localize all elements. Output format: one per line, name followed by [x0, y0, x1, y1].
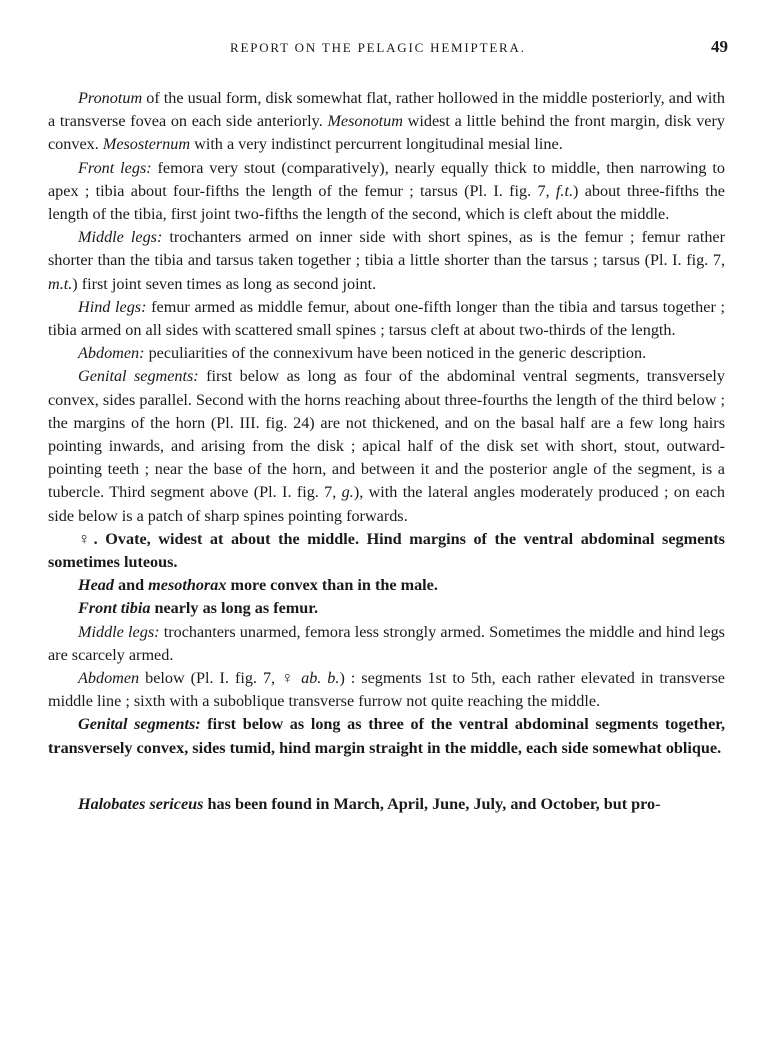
paragraph-halobates-sericeus	[48, 793, 725, 816]
figure-label: g.	[341, 483, 354, 502]
term-middle-legs: Middle legs:	[78, 622, 160, 641]
term-middle-legs: Middle legs:	[78, 228, 163, 247]
term-genital-segments: Genital segments:	[78, 715, 201, 734]
paragraph-female-abdomen	[48, 667, 725, 713]
term-mesothorax: mesothorax	[148, 576, 227, 595]
figure-label: ♀ ab. b.	[281, 669, 340, 688]
term-abdomen: Abdomen:	[78, 344, 145, 363]
paragraph-female-description	[48, 528, 725, 574]
paragraph-pronotum	[48, 87, 725, 157]
paragraph-text: first below as long as four of the abdominal ventral segments, transversely convex, sides parallel. Second with the horns reaching about three-fourths the length of the third below ; the margins of the horn (Pl. III. fig. 24) are not thickened, and on the basal half are a few long hairs pointing inwards, and arising from the disk ; apical half of the disk set with short, stout, outward-pointing teeth ; near the base of the horn, and between it and the posterior angle of the segment, is a tubercle. Third segment above (Pl. I. fig. 7,	[48, 367, 725, 502]
paragraph-text: more convex than in the male.	[226, 576, 438, 595]
term-mesosternum: Mesosternum	[102, 135, 191, 154]
paragraph-text: below (Pl. I. fig. 7,	[139, 669, 282, 688]
paragraph-genital-segments	[48, 365, 725, 527]
paragraph-text: peculiarities of the connexivum have been noticed in the generic description.	[144, 344, 647, 363]
paragraph-text: ), with the lateral angles moderately produced ; on each side below is a patch of sharp spines pointing forwards.	[48, 483, 725, 525]
term-genital-segments: Genital segments:	[78, 367, 199, 386]
paragraph-text: trochanters armed on inner side with short spines, as is the femur ; femur rather shorter than the tibia and tarsus taken together ; tibia a little shorter than the tarsus ; tarsus (Pl. I. fig. 7,	[48, 228, 725, 270]
paragraph-text: with a very indistinct percurrent longitudinal mesial line.	[190, 135, 563, 154]
paragraph-text: of the usual form, disk somewhat flat, rather hollowed in the middle posteriorly, and with a transverse fovea on each side anteriorly.	[48, 89, 725, 131]
paragraph-text: nearly as long as femur.	[150, 599, 318, 618]
paragraph-head	[48, 574, 725, 597]
term-pronotum: Pronotum	[78, 89, 143, 107]
term-mesonotum: Mesonotum	[327, 112, 403, 131]
term-abdomen: Abdomen	[78, 669, 140, 688]
figure-label: m.t.	[48, 274, 73, 293]
paragraph-text: has been found in March, April, June, July, and October, but pro-	[203, 794, 661, 813]
term-hind-legs: Hind legs:	[78, 297, 147, 316]
paragraph-text: first below as long as three of the ventral abdominal segments together, transversely convex, sides tumid, hind margin straight in the middle, each side somewhat oblique.	[48, 715, 725, 757]
paragraph-female-genital-segments	[48, 713, 725, 759]
term-halobates-sericeus: Halobates sericeus	[78, 794, 204, 813]
paragraph-text: widest a little behind the front margin, disk very convex.	[48, 112, 725, 154]
page-body	[48, 87, 725, 816]
paragraph-text: femur armed as middle femur, about one-fifth longer than the tibia and tarsus together ; tibia armed on all sides with scattered small spines ; tarsus cleft at about two-thirds of the length.	[48, 297, 725, 340]
paragraph-text: ♀. Ovate, widest at about the middle. Hind margins of the ventral abdominal segments sometimes luteous.	[48, 529, 725, 572]
page-number: 49	[711, 37, 728, 56]
paragraph-middle-legs	[48, 226, 725, 296]
term-front-legs: Front legs:	[78, 158, 152, 177]
term-front-tibia: Front tibia	[78, 599, 151, 618]
paragraph-abdomen	[48, 342, 725, 365]
paragraph-front-tibia	[48, 597, 725, 620]
running-title: REPORT ON THE PELAGIC HEMIPTERA.	[230, 40, 526, 55]
term-head: Head	[78, 576, 114, 595]
figure-label: f.t.	[555, 181, 574, 200]
paragraph-text: trochanters unarmed, femora less strongly armed. Sometimes the middle and hind legs are scarcely armed.	[48, 622, 725, 664]
running-header	[230, 37, 728, 62]
paragraph-text: ) about three-fifths the length of the tibia, first joint two-fifths the length of the second, which is cleft about the middle.	[48, 181, 725, 224]
paragraph-text: ) first joint seven times as long as second joint.	[72, 274, 377, 293]
paragraph-front-legs	[48, 157, 725, 227]
paragraph-text: femora very stout (comparatively), nearly equally thick to middle, then narrowing to apex ; tibia about four-fifths the length of the femur ; tarsus (Pl. I. fig. 7,	[48, 158, 725, 200]
paragraph-female-middle-legs	[48, 621, 725, 667]
paragraph-hind-legs	[48, 296, 725, 342]
paragraph-text: ) : segments 1st to 5th, each rather elevated in transverse middle line ; sixth with a suboblique transverse furrow not quite reaching the middle.	[48, 669, 725, 711]
paragraph-text: and	[113, 576, 149, 595]
